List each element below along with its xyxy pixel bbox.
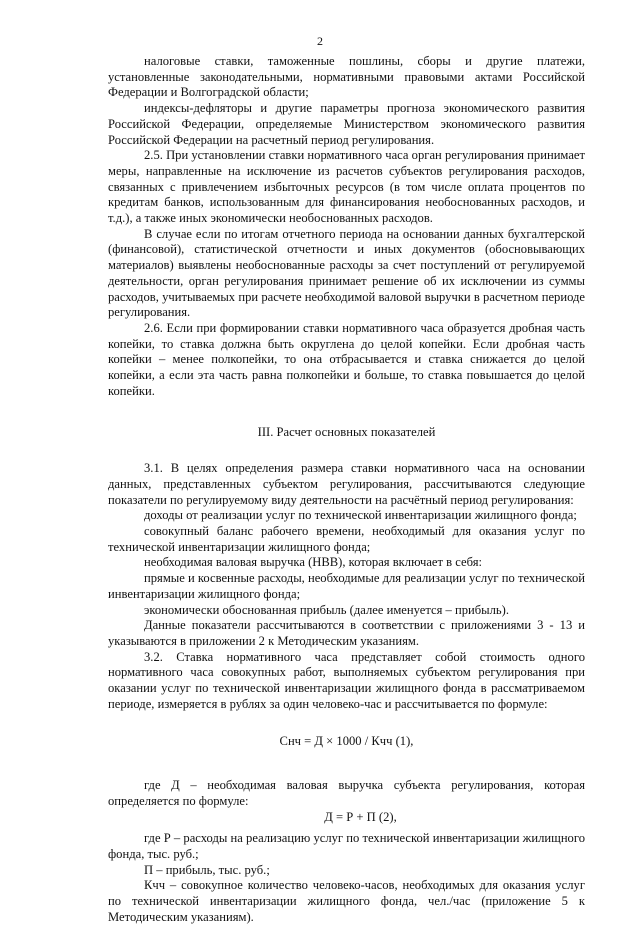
paragraph: где Д – необходимая валовая выручка субъекта регулирования, которая определяется по формуле:: [108, 778, 585, 808]
paragraph: где Р – расходы на реализацию услуг по технической инвентаризации жилищного фонда, тыс. руб.;: [108, 831, 585, 861]
formula-1: Снч = Д × 1000 / Кчч (1),: [279, 734, 414, 749]
paragraph: 2.6. Если при формировании ставки нормативного часа образуется дробная часть копейки, то ставка должна быть округлена до целой копейки. Если дробная часть копейки – менее полкопейки, то она отбрасывается и ставка снижается до целой копейки, а если эта часть равна полкопейки и больше, то ставка повышается до целой копейки.: [108, 320, 585, 398]
paragraph: 3.2. Ставка нормативного часа представляет собой стоимость одного нормативного часа совокупных работ, выполняемых субъектом регулирования при оказании услуг по технической инвентаризации жилищного фонда в рассматриваемом периоде, измеряется в рублях за один человеко-час и рассчитывается по формуле:: [108, 649, 585, 711]
list-item: экономически обоснованная прибыль (далее именуется – прибыль).: [144, 602, 509, 617]
page-number: 2: [317, 34, 323, 48]
paragraph: П – прибыль, тыс. руб.;: [144, 862, 270, 877]
list-item: прямые и косвенные расходы, необходимые для реализации услуг по технической инвентаризации жилищного фонда;: [108, 571, 585, 601]
list-item: необходимая валовая выручка (НВВ), которая включает в себя:: [144, 555, 482, 570]
document-body: [108, 54, 585, 925]
paragraph: В случае если по итогам отчетного периода на основании данных бухгалтерской (финансовой), статистической отчетности и иных документов (обосновывающих материалов) выявлены необоснованные расходы за счет поступлений от регулируемой деятельности, орган регулирования принимает решение об их исключении из суммы расходов, учитываемых при расчете необходимой валовой выручки в расчетном периоде регулирования.: [108, 226, 585, 320]
section-heading: III. Расчет основных показателей: [257, 425, 436, 440]
list-item: совокупный баланс рабочего времени, необходимый для оказания услуг по технической инвентаризации жилищного фонда;: [108, 523, 585, 554]
paragraph: Кчч – совокупное количество человеко-часов, необходимых для оказания услуг по технической инвентаризации жилищного фонда, чел./час (приложение 5 к Методическим указаниям).: [108, 878, 585, 924]
paragraph: налоговые ставки, таможенные пошлины, сборы и другие платежи, установленные законодательными, нормативными правовыми актами Российской Федерации и Волгоградской области;: [108, 54, 585, 100]
formula-2: Д = Р + П (2),: [324, 809, 397, 824]
paragraph: 2.5. При установлении ставки нормативного часа орган регулирования принимает меры, направленные на исключение из расчетов субъектов регулирования расходов, связанных с привлечением избыточных ресурсов (в том числе оплата процентов по кредитам банков, использованным для финансирования необоснованных расходов, и т.д.), а также иных экономически необоснованных расходов.: [108, 148, 585, 226]
paragraph: индексы-дефляторы и другие параметры прогноза экономического развития Российской Федерации, определяемые Министерством экономического развития Российской Федерации на расчетный период регулирования.: [108, 101, 585, 147]
paragraph: 3.1. В целях определения размера ставки нормативного часа на основании данных, представленных субъектом регулирования, рассчитываются следующие показатели по регулируемому виду деятельности на расчётный период регулирования:: [108, 461, 585, 507]
list-item: доходы от реализации услуг по технической инвентаризации жилищного фонда;: [144, 508, 577, 523]
paragraph: Данные показатели рассчитываются в соответствии с приложениями 3 - 13 и указываются в приложении 2 к Методическим указаниям.: [108, 618, 585, 648]
